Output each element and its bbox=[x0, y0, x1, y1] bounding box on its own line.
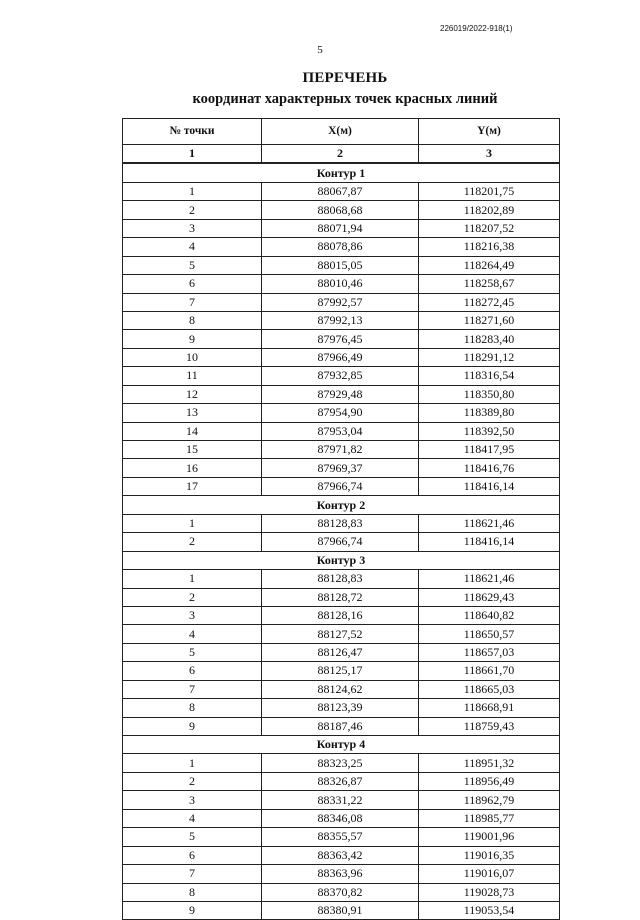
y-coordinate-cell: 118621,46 bbox=[419, 514, 560, 532]
table-header-row bbox=[123, 119, 560, 145]
table-row bbox=[123, 865, 560, 883]
y-coordinate-cell: 118316,54 bbox=[419, 367, 560, 385]
table-row bbox=[123, 662, 560, 680]
x-coordinate-cell: 88015,05 bbox=[262, 256, 419, 274]
contour-header-row bbox=[123, 163, 560, 182]
y-coordinate-cell: 118962,79 bbox=[419, 791, 560, 809]
x-coordinate-cell: 88346,08 bbox=[262, 809, 419, 827]
y-coordinate-cell: 118271,60 bbox=[419, 311, 560, 329]
table-row bbox=[123, 275, 560, 293]
y-coordinate-cell: 119028,73 bbox=[419, 883, 560, 901]
point-number-cell: 6 bbox=[123, 846, 262, 864]
x-coordinate-cell: 87954,90 bbox=[262, 404, 419, 422]
table-row bbox=[123, 293, 560, 311]
x-coordinate-cell: 88067,87 bbox=[262, 182, 419, 200]
contour-header-row bbox=[123, 496, 560, 514]
table-row bbox=[123, 606, 560, 624]
x-coordinate-cell: 88128,16 bbox=[262, 606, 419, 624]
x-coordinate-cell: 88128,83 bbox=[262, 514, 419, 532]
y-coordinate-cell: 118216,38 bbox=[419, 238, 560, 256]
table-row bbox=[123, 330, 560, 348]
x-coordinate-cell: 87966,74 bbox=[262, 533, 419, 551]
y-coordinate-cell: 118416,14 bbox=[419, 477, 560, 495]
point-number-cell: 13 bbox=[123, 404, 262, 422]
table-row bbox=[123, 846, 560, 864]
y-coordinate-cell: 118956,49 bbox=[419, 772, 560, 790]
y-coordinate-cell: 118668,91 bbox=[419, 699, 560, 717]
coordinates-table bbox=[122, 118, 560, 920]
y-coordinate-cell: 118207,52 bbox=[419, 219, 560, 237]
point-number-cell: 6 bbox=[123, 275, 262, 293]
point-number-cell: 8 bbox=[123, 699, 262, 717]
column-index-row bbox=[123, 145, 560, 164]
x-coordinate-cell: 87953,04 bbox=[262, 422, 419, 440]
x-coordinate-cell: 87969,37 bbox=[262, 459, 419, 477]
table-row bbox=[123, 441, 560, 459]
x-coordinate-cell: 87932,85 bbox=[262, 367, 419, 385]
table-row bbox=[123, 201, 560, 219]
table-row bbox=[123, 219, 560, 237]
point-number-cell: 1 bbox=[123, 514, 262, 532]
contour-header-row bbox=[123, 551, 560, 569]
table-row bbox=[123, 182, 560, 200]
header-x: X(м) bbox=[262, 119, 419, 145]
y-coordinate-cell: 118264,49 bbox=[419, 256, 560, 274]
x-coordinate-cell: 88068,68 bbox=[262, 201, 419, 219]
x-coordinate-cell: 87992,57 bbox=[262, 293, 419, 311]
point-number-cell: 8 bbox=[123, 883, 262, 901]
table-row bbox=[123, 238, 560, 256]
contour-header-row bbox=[123, 736, 560, 754]
x-coordinate-cell: 88331,22 bbox=[262, 791, 419, 809]
point-number-cell: 17 bbox=[123, 477, 262, 495]
y-coordinate-cell: 118291,12 bbox=[419, 348, 560, 366]
x-coordinate-cell: 88010,46 bbox=[262, 275, 419, 293]
table-row bbox=[123, 570, 560, 588]
point-number-cell: 6 bbox=[123, 662, 262, 680]
x-coordinate-cell: 87971,82 bbox=[262, 441, 419, 459]
x-coordinate-cell: 88125,17 bbox=[262, 662, 419, 680]
point-number-cell: 2 bbox=[123, 588, 262, 606]
x-coordinate-cell: 87966,74 bbox=[262, 477, 419, 495]
x-coordinate-cell: 88128,72 bbox=[262, 588, 419, 606]
table-row bbox=[123, 883, 560, 901]
table-row bbox=[123, 533, 560, 551]
x-coordinate-cell: 88123,39 bbox=[262, 699, 419, 717]
point-number-cell: 4 bbox=[123, 625, 262, 643]
y-coordinate-cell: 118417,95 bbox=[419, 441, 560, 459]
table-row bbox=[123, 791, 560, 809]
point-number-cell: 2 bbox=[123, 533, 262, 551]
x-coordinate-cell: 88323,25 bbox=[262, 754, 419, 772]
x-coordinate-cell: 88124,62 bbox=[262, 680, 419, 698]
x-coordinate-cell: 88363,42 bbox=[262, 846, 419, 864]
y-coordinate-cell: 118665,03 bbox=[419, 680, 560, 698]
column-index-1: 1 bbox=[123, 145, 262, 164]
y-coordinate-cell: 118629,43 bbox=[419, 588, 560, 606]
y-coordinate-cell: 118202,89 bbox=[419, 201, 560, 219]
table-row bbox=[123, 514, 560, 532]
point-number-cell: 5 bbox=[123, 828, 262, 846]
table-body bbox=[123, 163, 560, 919]
table-row bbox=[123, 311, 560, 329]
x-coordinate-cell: 87992,13 bbox=[262, 311, 419, 329]
table-row bbox=[123, 828, 560, 846]
x-coordinate-cell: 88071,94 bbox=[262, 219, 419, 237]
x-coordinate-cell: 88380,91 bbox=[262, 901, 419, 919]
table-row bbox=[123, 772, 560, 790]
header-y: Y(м) bbox=[419, 119, 560, 145]
y-coordinate-cell: 119001,96 bbox=[419, 828, 560, 846]
x-coordinate-cell: 88187,46 bbox=[262, 717, 419, 735]
x-coordinate-cell: 87966,49 bbox=[262, 348, 419, 366]
y-coordinate-cell: 118258,67 bbox=[419, 275, 560, 293]
table-row bbox=[123, 385, 560, 403]
point-number-cell: 9 bbox=[123, 717, 262, 735]
y-coordinate-cell: 118661,70 bbox=[419, 662, 560, 680]
y-coordinate-cell: 118389,80 bbox=[419, 404, 560, 422]
x-coordinate-cell: 88078,86 bbox=[262, 238, 419, 256]
point-number-cell: 3 bbox=[123, 606, 262, 624]
point-number-cell: 5 bbox=[123, 643, 262, 661]
x-coordinate-cell: 88128,83 bbox=[262, 570, 419, 588]
y-coordinate-cell: 118283,40 bbox=[419, 330, 560, 348]
contour-label: Контур 2 bbox=[123, 496, 560, 514]
y-coordinate-cell: 118657,03 bbox=[419, 643, 560, 661]
point-number-cell: 10 bbox=[123, 348, 262, 366]
point-number-cell: 11 bbox=[123, 367, 262, 385]
point-number-cell: 12 bbox=[123, 385, 262, 403]
point-number-cell: 3 bbox=[123, 219, 262, 237]
point-number-cell: 7 bbox=[123, 293, 262, 311]
point-number-cell: 3 bbox=[123, 791, 262, 809]
point-number-cell: 9 bbox=[123, 330, 262, 348]
point-number-cell: 2 bbox=[123, 201, 262, 219]
y-coordinate-cell: 118951,32 bbox=[419, 754, 560, 772]
point-number-cell: 4 bbox=[123, 238, 262, 256]
x-coordinate-cell: 88355,57 bbox=[262, 828, 419, 846]
table-row bbox=[123, 643, 560, 661]
table-row bbox=[123, 477, 560, 495]
page-number: 5 bbox=[317, 44, 323, 56]
x-coordinate-cell: 88326,87 bbox=[262, 772, 419, 790]
table-row bbox=[123, 901, 560, 919]
point-number-cell: 1 bbox=[123, 570, 262, 588]
table-row bbox=[123, 256, 560, 274]
contour-label: Контур 1 bbox=[123, 163, 560, 182]
point-number-cell: 9 bbox=[123, 901, 262, 919]
point-number-cell: 4 bbox=[123, 809, 262, 827]
document-number: 226019/2022-918(1) bbox=[440, 24, 513, 33]
table-row bbox=[123, 367, 560, 385]
point-number-cell: 7 bbox=[123, 680, 262, 698]
table-row bbox=[123, 588, 560, 606]
y-coordinate-cell: 118650,57 bbox=[419, 625, 560, 643]
x-coordinate-cell: 87976,45 bbox=[262, 330, 419, 348]
x-coordinate-cell: 88363,96 bbox=[262, 865, 419, 883]
y-coordinate-cell: 118640,82 bbox=[419, 606, 560, 624]
y-coordinate-cell: 119016,35 bbox=[419, 846, 560, 864]
table-row bbox=[123, 680, 560, 698]
x-coordinate-cell: 87929,48 bbox=[262, 385, 419, 403]
point-number-cell: 16 bbox=[123, 459, 262, 477]
point-number-cell: 8 bbox=[123, 311, 262, 329]
x-coordinate-cell: 88126,47 bbox=[262, 643, 419, 661]
point-number-cell: 1 bbox=[123, 754, 262, 772]
table-row bbox=[123, 459, 560, 477]
x-coordinate-cell: 88127,52 bbox=[262, 625, 419, 643]
table-row bbox=[123, 809, 560, 827]
table-row bbox=[123, 699, 560, 717]
y-coordinate-cell: 118392,50 bbox=[419, 422, 560, 440]
point-number-cell: 1 bbox=[123, 182, 262, 200]
x-coordinate-cell: 88370,82 bbox=[262, 883, 419, 901]
point-number-cell: 15 bbox=[123, 441, 262, 459]
y-coordinate-cell: 118759,43 bbox=[419, 717, 560, 735]
y-coordinate-cell: 118272,45 bbox=[419, 293, 560, 311]
table-row bbox=[123, 404, 560, 422]
table-row bbox=[123, 422, 560, 440]
document-subtitle: координат характерных точек красных линий bbox=[192, 91, 498, 107]
y-coordinate-cell: 118416,76 bbox=[419, 459, 560, 477]
contour-label: Контур 4 bbox=[123, 736, 560, 754]
table-row bbox=[123, 625, 560, 643]
point-number-cell: 5 bbox=[123, 256, 262, 274]
y-coordinate-cell: 118985,77 bbox=[419, 809, 560, 827]
document-title: ПЕРЕЧЕНЬ bbox=[302, 70, 388, 86]
y-coordinate-cell: 118350,80 bbox=[419, 385, 560, 403]
table-row bbox=[123, 348, 560, 366]
header-point-number: № точки bbox=[123, 119, 262, 145]
y-coordinate-cell: 118621,46 bbox=[419, 570, 560, 588]
table-row bbox=[123, 717, 560, 735]
point-number-cell: 2 bbox=[123, 772, 262, 790]
point-number-cell: 14 bbox=[123, 422, 262, 440]
contour-label: Контур 3 bbox=[123, 551, 560, 569]
y-coordinate-cell: 118416,14 bbox=[419, 533, 560, 551]
point-number-cell: 7 bbox=[123, 865, 262, 883]
y-coordinate-cell: 118201,75 bbox=[419, 182, 560, 200]
table-row bbox=[123, 754, 560, 772]
y-coordinate-cell: 119016,07 bbox=[419, 865, 560, 883]
column-index-2: 2 bbox=[262, 145, 419, 164]
y-coordinate-cell: 119053,54 bbox=[419, 901, 560, 919]
column-index-3: 3 bbox=[419, 145, 560, 164]
